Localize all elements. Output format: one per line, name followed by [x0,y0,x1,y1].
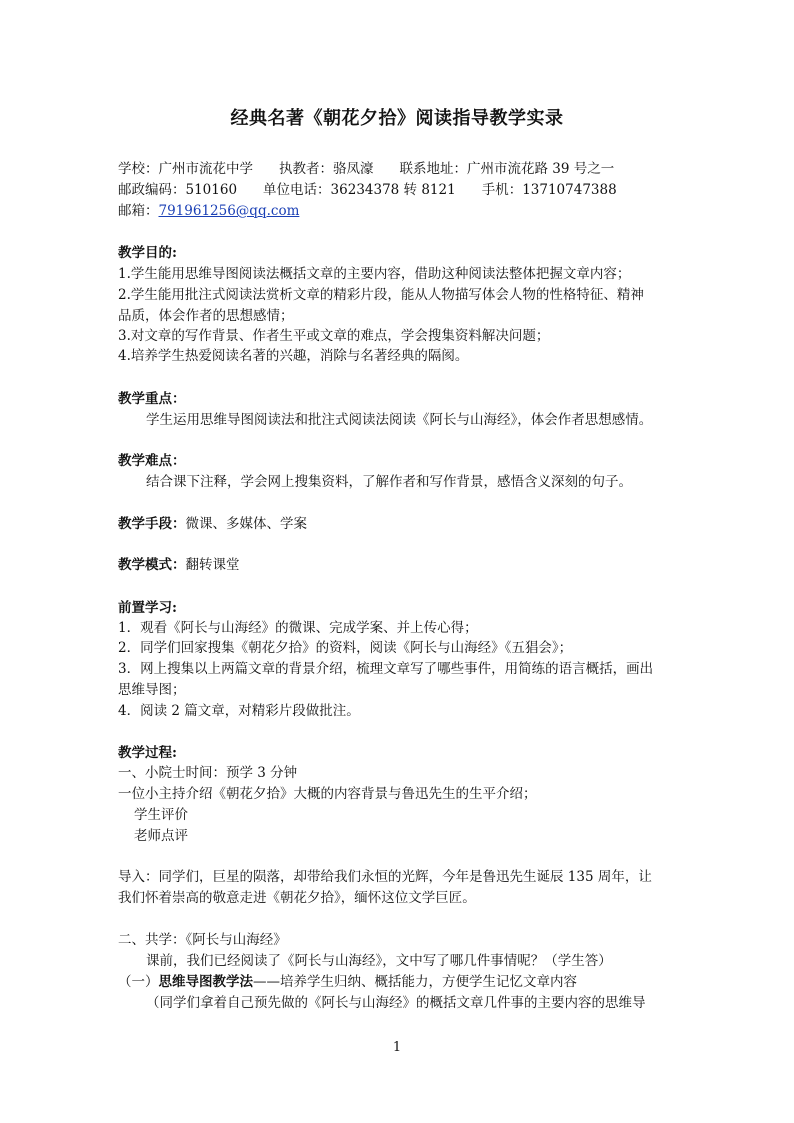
postcode-info: 邮政编码：510160 [118,182,238,198]
page-number: 1 [392,1040,402,1055]
page-title: 经典名著《朝花夕拾》阅读指导教学实录 [230,108,564,129]
address-info: 联系地址：广州市流花路 39 号之一 [399,161,615,177]
method-note: （同学们拿着自己预先做的《阿长与山海经》的概括文章几件事的主要内容的思维导 [146,995,646,1011]
info-line-2 [118,180,617,200]
pre-study-heading: 前置学习: [118,600,177,616]
pre-study-line: 思维导图； [118,682,186,698]
objective-line: 1.学生能用思维导图阅读法概括文章的主要内容，借助这种阅读法整体把握文章内容； [118,266,631,282]
difficulties-text: 结合课下注释，学会网上搜集资料，了解作者和写作背景，感悟含义深刻的句子。 [146,474,632,490]
teaching-mode [118,555,240,575]
key-points-heading: 教学重点： [118,391,186,407]
objective-line: 2.学生能用批注式阅读法赏析文章的精彩片段，能从人物描写体会人物的性格特征、精神 [118,287,644,303]
objectives-heading: 教学目的: [118,245,177,261]
email-label: 邮箱： [118,203,159,219]
method-prefix: （一） [118,974,159,990]
key-points-text: 学生运用思维导图阅读法和批注式阅读法阅读《阿长与山海经》，体会作者思想感情。 [146,412,653,428]
objective-line: 4.培养学生热爱阅读名著的兴趣，消除与名著经典的隔阂。 [118,348,469,364]
process-heading: 教学过程: [118,745,177,761]
difficulties-heading: 教学难点： [118,453,186,469]
intro-line: 导入：同学们，巨星的陨落，却带给我们永恒的光辉，今年是鲁迅先生诞辰 135 周年，让 [118,869,652,885]
info-line-1 [118,159,614,179]
method-name: 思维导图教学法 [158,974,253,990]
section-2-question: 课前，我们已经阅读了《阿长与山海经》，文中写了哪几件事情呢？（学生答） [146,953,612,969]
teaching-mode-value: 翻转课堂 [185,557,240,573]
teacher-evaluation: 老师点评 [134,828,188,844]
teaching-means [118,514,307,534]
pre-study-line: 1．观看《阿长与山海经》的微课、完成学案、并上传心得； [118,620,478,636]
pre-study-line: 4．阅读 2 篇文章，对精彩片段做批注。 [118,703,360,719]
section-2-title: 二、共学：《阿长与山海经》 [118,932,287,948]
email-link[interactable]: 791961256@qq.com [158,203,300,219]
teaching-means-label: 教学手段： [118,516,186,532]
teaching-mode-label: 教学模式： [118,557,186,573]
method-line [118,972,577,992]
school-info: 学校：广州市流花中学 [118,161,253,177]
teacher-info: 执教者：骆凤濠 [279,161,374,177]
pre-study-line: 2．同学们回家搜集《朝花夕拾》的资料，阅读《阿长与山海经》《五猖会》； [118,640,573,656]
method-desc: ——培养学生归纳、概括能力，方便学生记忆文章内容 [253,974,577,990]
section-1-title: 一、小院士时间：预学 3 分钟 [118,765,298,781]
objective-line: 3.对文章的写作背景、作者生平或文章的难点，学会搜集资料解决问题； [118,328,550,344]
objective-line: 品质，体会作者的思想感情； [118,308,294,324]
mobile-info: 手机：13710747388 [481,182,617,198]
intro-line: 我们怀着崇高的敬意走进《朝花夕拾》，缅怀这位文学巨匠。 [118,890,476,906]
pre-study-line: 3．网上搜集以上两篇文章的背景介绍，梳理文章写了哪些事件，用简练的语言概括，画出 [118,661,654,677]
teaching-means-value: 微课、多媒体、学案 [185,516,307,532]
student-evaluation: 学生评价 [134,807,188,823]
unit-phone-info: 单位电话：36234378 转 8121 [263,182,456,198]
info-line-3 [118,201,299,221]
section-1-desc: 一位小主持介绍《朝花夕拾》大概的内容背景与鲁迅先生的生平介绍； [118,786,537,802]
